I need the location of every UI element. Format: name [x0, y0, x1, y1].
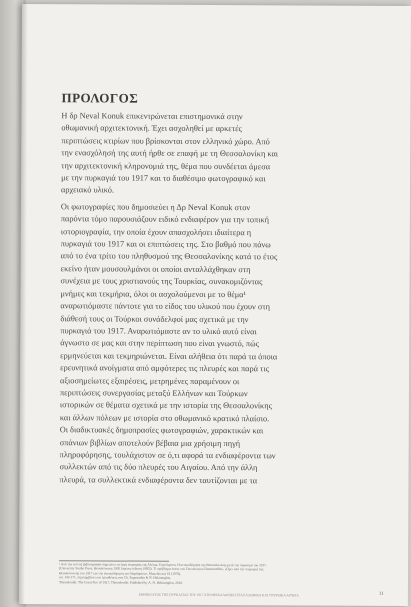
footnote-line: ¹ Από την εκτενή βιβλιογραφία σημειώνω τα έργα αναφοράς της Αλέκας Γερολύμπου, Η ανοικοδόμηση της Θεσσαλονίκης μετά την πυρκαγιά του 1917, — [59, 562, 267, 568]
text-line: σπάνιων βιβλίων αποτελούν βέβαια μια χρήσιμη πηγή — [59, 437, 241, 448]
footnote-line: Θεσσαλονίκης στο 1917 και την ανοικοδόμηση των Βαρδαρίου», Μακεδονικά 18 (1978), — [59, 571, 182, 576]
paragraph-2 — [59, 201, 390, 488]
running-footer: ΕΘΝΙΚΟ ΕΤΟΣ ΤΗΣ ΠΥΡΚΑΓΙΑΣ ΤΟΥ 1917 ΣΤΗ ΘΕΣΣΑΛΟΝΙΚΗ ΣΤΑ ΕΛΛΗΝΙΚΑ ΚΑΙ ΤΟΥΡΚΙΚΑ ΑΡΧΕΙΑ — [138, 592, 299, 598]
text-line: Οι διαδικτυακές δημοπρασίες φωτογραφιών, χαρακτικών και — [59, 425, 264, 436]
text-line: Η δρ Neval Konuk επικεντρώνεται επιστημονικά στην — [61, 111, 243, 122]
text-line: Οι φωτογραφίες που δημοσιεύει η Δρ Neval Konuk στον — [60, 202, 251, 213]
text-line: πυρκαγιά του 1917 και οι επιπτώσεις της. Στο βαθμό που πάνω — [60, 239, 271, 250]
footnotes — [59, 562, 389, 586]
text-line: συλλεκτών από τις δύο πλευρές του Αιγαίου. Από την άλλη — [59, 462, 258, 473]
footnote-line: Thessaloniki: The Great Fire of 1917, Thessaloniki: Published by A. N. Hekimoglou, 2010. — [58, 579, 183, 585]
paragraph-1 — [61, 110, 391, 199]
text-line: ερμηνεύεται και τεκμηριώνεται. Είναι αλήθεια ότι παρά τα όποια — [60, 350, 278, 362]
text-line: περιπτώσεις συνεργασίας μεταξύ Ελλήνων και Τούρκων — [59, 388, 248, 399]
text-line: ιστοριογραφία, την οποία έχουν απασχολήσει ιδιαίτερα η — [60, 226, 252, 237]
text-line: άγνωστο σε μας και στην περίπτωση που είναι γνωστό, πώς — [60, 338, 259, 349]
text-line: αξιοσημείωτες εξαιρέσεις, μετρημένες παραμένουν οι — [60, 375, 240, 386]
text-line: την ενασχόλησή της αυτή ήρθε σε επαφή με τη Θεσσαλονίκη και — [61, 148, 279, 159]
text-line: πυρκαγιά του 1917. Αναρωτιόμαστε αν το υλικό αυτό είναι — [60, 326, 257, 337]
text-line: διάθεσή τους οι Τούρκοι συνάδελφοί μας σχετικά με την — [60, 313, 249, 324]
text-line: την αρχιτεκτονική κληρονομιά της, θέμα που συνδέεται άμεσα — [61, 160, 271, 171]
text-line: παρόντα τόμο παρουσιάζουν ειδικό ενδιαφέρον για την τοπική — [60, 214, 270, 225]
text-line: οθωμανική αρχιτεκτονική. Έχει ασχοληθεί με αρκετές — [61, 123, 242, 134]
page-number: 11 — [378, 591, 384, 597]
text-line: αναρωτιόμαστε πάντοτε για το είδος του υλικού που έχουν στη — [60, 301, 271, 312]
text-line: αρχειακό υλικό. — [61, 185, 114, 195]
footnote-line: σσ. 143-171, περιλαμβάνει και προσθέσεις στα Ch. Papastathis & N. Hekimoglou, — [58, 575, 172, 581]
footnote-line: (University Studio Press, Θεσσαλονίκη 1995 [πρώτη έκδοση 1985]). Τί πρόβλημα έκατε του Γιαννάκηνου Παπασταθίου, «Πριν από την πυρκαγιά της — [59, 566, 264, 572]
text-line: εκείνο ήταν μουσουλμάνοι οι οποίοι ανταλλάχθηκαν στη — [60, 264, 251, 275]
text-line: με την πυρκαγιά του 1917 και το διαθέσιμο φωτογραφικό και — [61, 173, 266, 184]
text-line: πληροφόρησης, τουλάχιστον σε ό,τι αφορά τα ενδιαφέροντα των — [59, 450, 276, 461]
text-line: και άλλων πόλεων με ιστορία στο οθωμανικό κρατικό πλαίσιο. — [59, 412, 270, 424]
text-line: ερευνητικά ανοίγματα από αμφότερες τις πλευρές και παρά τις — [60, 363, 269, 374]
text-line: περιπτώσεις κτιρίων που βρίσκονται στον ελληνικό χώρο. Από — [61, 136, 270, 147]
text-line: από το ένα τρίτο του πληθυσμού της Θεσσαλονίκης κατά το έτος — [60, 251, 278, 262]
text-line: συνέχεια με τους χριστιανούς της Τουρκίας, συνακομιζόντας — [60, 276, 263, 287]
text-line: ιστορικών σε θέματα σχετικά με την ιστορία της Θεσσαλονίκης — [59, 400, 272, 411]
body-text — [59, 110, 391, 492]
text-line: πλευρά, τα συλλεκτικά ενδιαφέροντα δεν ταυτίζονται με τα — [59, 474, 258, 486]
book-page — [19, 4, 411, 606]
text-line: μνήμες και τεκμήρια, όλοι οι ασχολούμενοι με το θέμα¹ — [60, 288, 247, 299]
page-title: ΠΡΟΛΟΓΟΣ — [61, 90, 139, 106]
